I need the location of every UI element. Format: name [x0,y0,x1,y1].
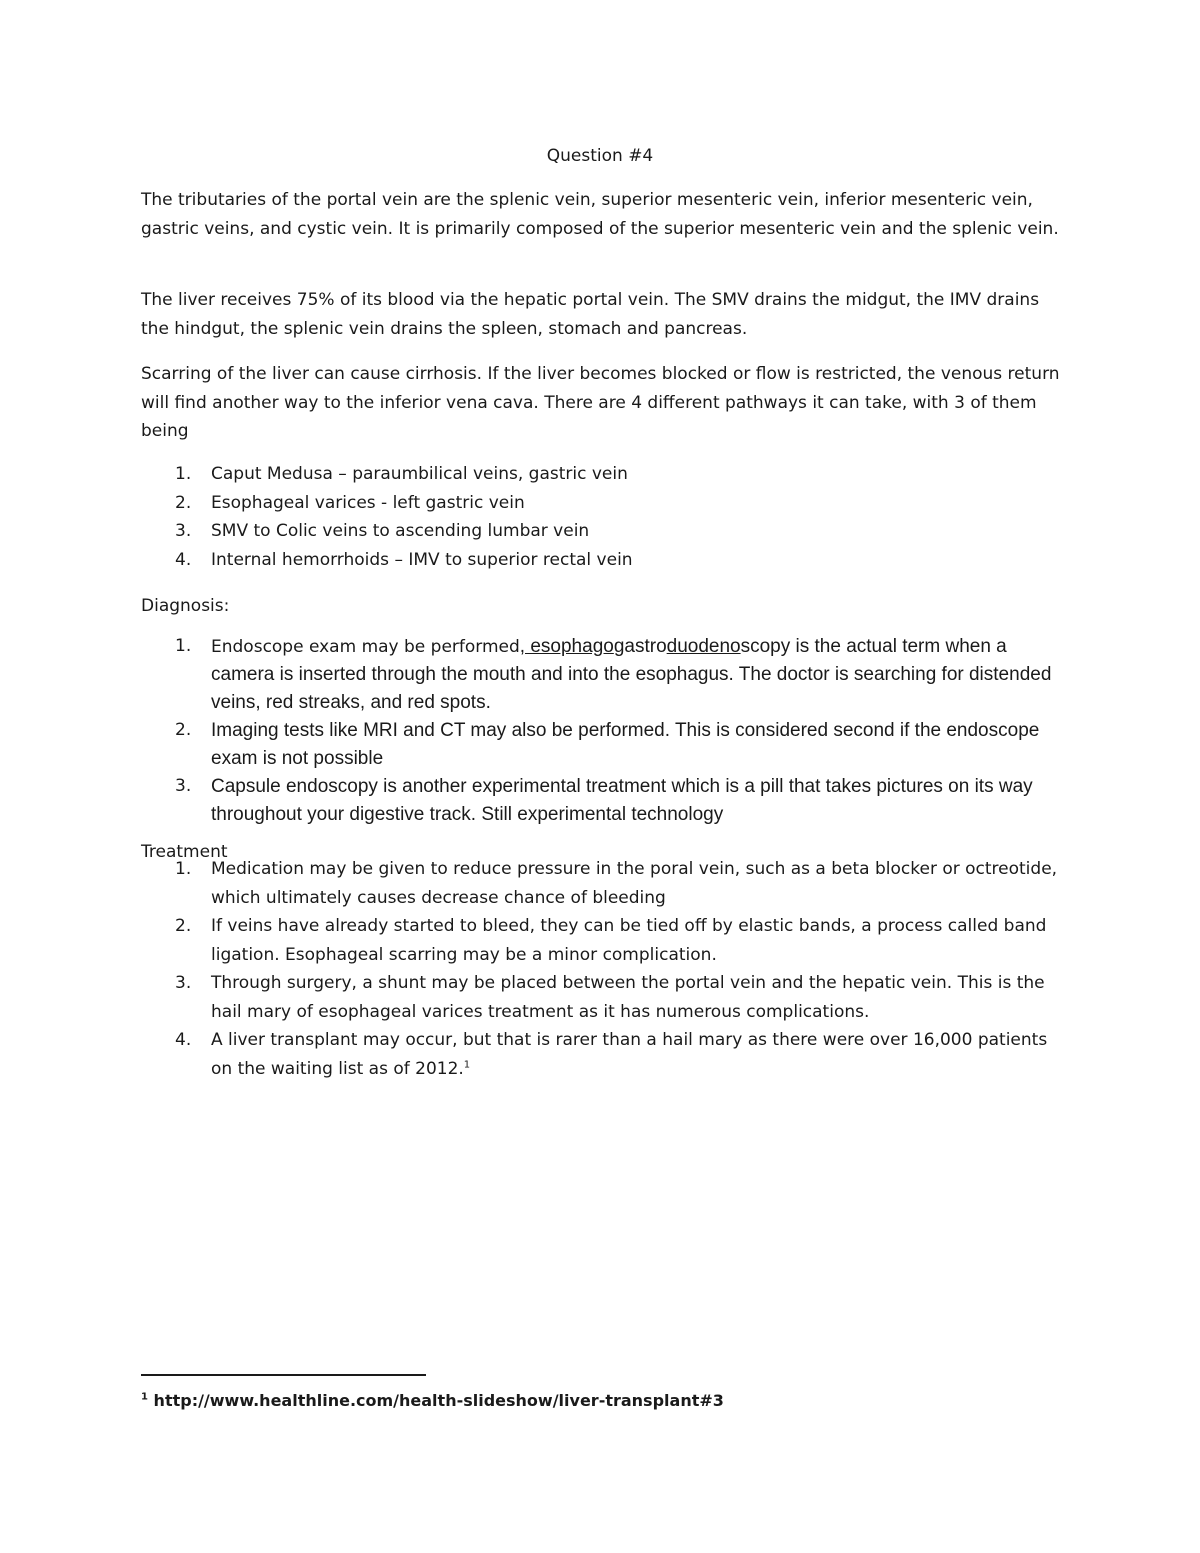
diagnosis-heading: Diagnosis: [141,596,230,616]
footnote-marker: 1 [141,1391,148,1403]
list-item: 1. Medication may be given to reduce pressure in the poral vein, such as a beta blocker or octreotide, which ultimately causes decrease chance of bleeding [175,859,1058,908]
list-item: 3. SMV to Colic veins to ascending lumbar vein [175,521,590,541]
list-item: 2. Imaging tests like MRI and CT may also be performed. This is considered second if the endoscope exam is not possible [175,720,1040,769]
treatment-list [141,855,1066,1083]
page-title: Question #4 [546,146,654,166]
footnote [141,1390,724,1412]
footnote-link[interactable]: http://www.healthline.com/health-slideshow/liver-transplant#3 [153,1391,724,1410]
list-item: 2. If veins have already started to bleed, they can be tied off by elastic bands, a process called band ligation. Esophageal scarring may be a minor complication. [175,916,1047,965]
paragraph-tributaries: The tributaries of the portal vein are the splenic vein, superior mesenteric vein, inferior mesenteric vein, gastric veins, and cystic vein. It is primarily composed of the superior mesenteric vein and the splenic vein. [141,190,1059,239]
list-item: 3. Capsule endoscopy is another experimental treatment which is a pill that takes pictures on its way throughout your digestive track. Still experimental technology [175,776,1033,825]
list-item: 2. Esophageal varices - left gastric vein [175,492,525,513]
paragraph-scarring: Scarring of the liver can cause cirrhosis. If the liver becomes blocked or flow is restricted, the venous return will find another way to the inferior vena cava. There are 4 different pathways it can take, with 3 of them being [141,364,1060,441]
paragraph-liver-blood: The liver receives 75% of its blood via the hepatic portal vein. The SMV drains the midgut, the IMV drains the hindgut, the splenic vein drains the spleen, stomach and pancreas. [141,290,1040,339]
list-item: 1. Caput Medusa – paraumbilical veins, gastric vein [175,464,628,484]
list-item: 4. A liver transplant may occur, but that is rarer than a hail mary as there were over 16,000 patients on the waiting list as of 2012.$^1$ [175,1030,1048,1079]
footnote-separator [141,1374,426,1376]
diagnosis-list [141,633,1066,829]
pathways-list [141,460,1066,574]
footnote-reference[interactable]: 1 [463,1058,471,1070]
list-item: 3. Through surgery, a shunt may be placed between the portal vein and the hepatic vein. This is the hail mary of esophageal varices treatment as it has numerous complications. [175,973,1045,1022]
treatment-heading: Treatment [141,842,228,862]
list-item: 1. Endoscope exam may be performed, esophagogastroduodenoscopy is the actual term when a camera is inserted through the mouth and into the esophagus. The doctor is searching for distended veins, red streaks, and red spots. [175,636,1052,713]
list-item: 4. Internal hemorrhoids – IMV to superior rectal vein [175,549,633,570]
